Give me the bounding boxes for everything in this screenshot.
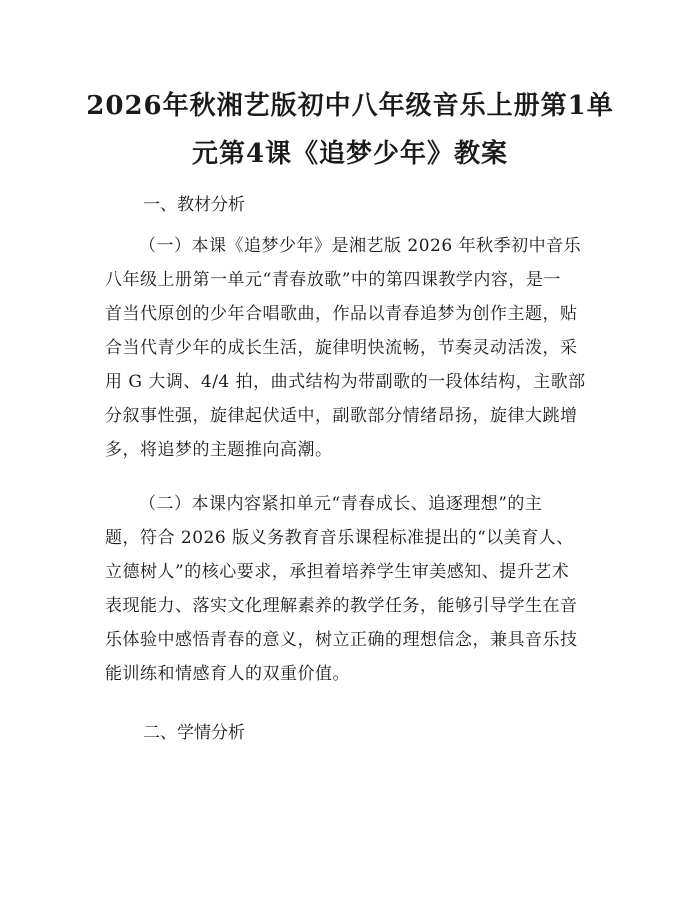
document-title-line-2: 元第4课《追梦少年》教案 xyxy=(191,139,509,169)
paragraph-2-line: 能训练和情感育人的双重价值。 xyxy=(105,664,350,684)
paragraph-2-line: （二）本课内容紧扣单元“青春成长、追逐理想”的主 xyxy=(139,494,543,514)
paragraph-1-line: 首当代原创的少年合唱歌曲，作品以青春追梦为创作主题，贴 xyxy=(105,304,578,324)
paragraph-1-line: 分叙事性强，旋律起伏适中，副歌部分情绪昂扬，旋律大跳增 xyxy=(105,406,578,426)
paragraph-2-line: 立德树人”的核心要求，承担着培养学生审美感知、提升艺术 xyxy=(105,562,570,582)
paragraph-2-line: 乐体验中感悟青春的意义，树立正确的理想信念，兼具音乐技 xyxy=(105,630,578,650)
paragraph-2-line: 表现能力、落实文化理解素养的教学任务，能够引导学生在音 xyxy=(105,596,578,616)
paragraph-1-line: 多，将追梦的主题推向高潮。 xyxy=(105,440,333,460)
paragraph-2-line: 题，符合 2026 版义务教育音乐课程标准提出的“以美育人、 xyxy=(105,528,574,548)
paragraph-1-line: 合当代青少年的成长生活，旋律明快流畅，节奏灵动活泼，采 xyxy=(105,338,578,358)
section-heading-textbook-analysis: 一、教材分析 xyxy=(143,195,245,215)
section-heading-student-analysis: 二、学情分析 xyxy=(143,723,245,743)
paragraph-1-line: 八年级上册第一单元“青春放歌”中的第四课教学内容，是一 xyxy=(105,270,561,290)
paragraph-1-line: （一）本课《追梦少年》是湘艺版 2026 年秋季初中音乐 xyxy=(139,236,582,256)
paragraph-1-line: 用 G 大调、4/4 拍，曲式结构为带副歌的一段体结构，主歌部 xyxy=(105,372,586,392)
document-title-line-1: 2026年秋湘艺版初中八年级音乐上册第1单 xyxy=(86,91,614,121)
